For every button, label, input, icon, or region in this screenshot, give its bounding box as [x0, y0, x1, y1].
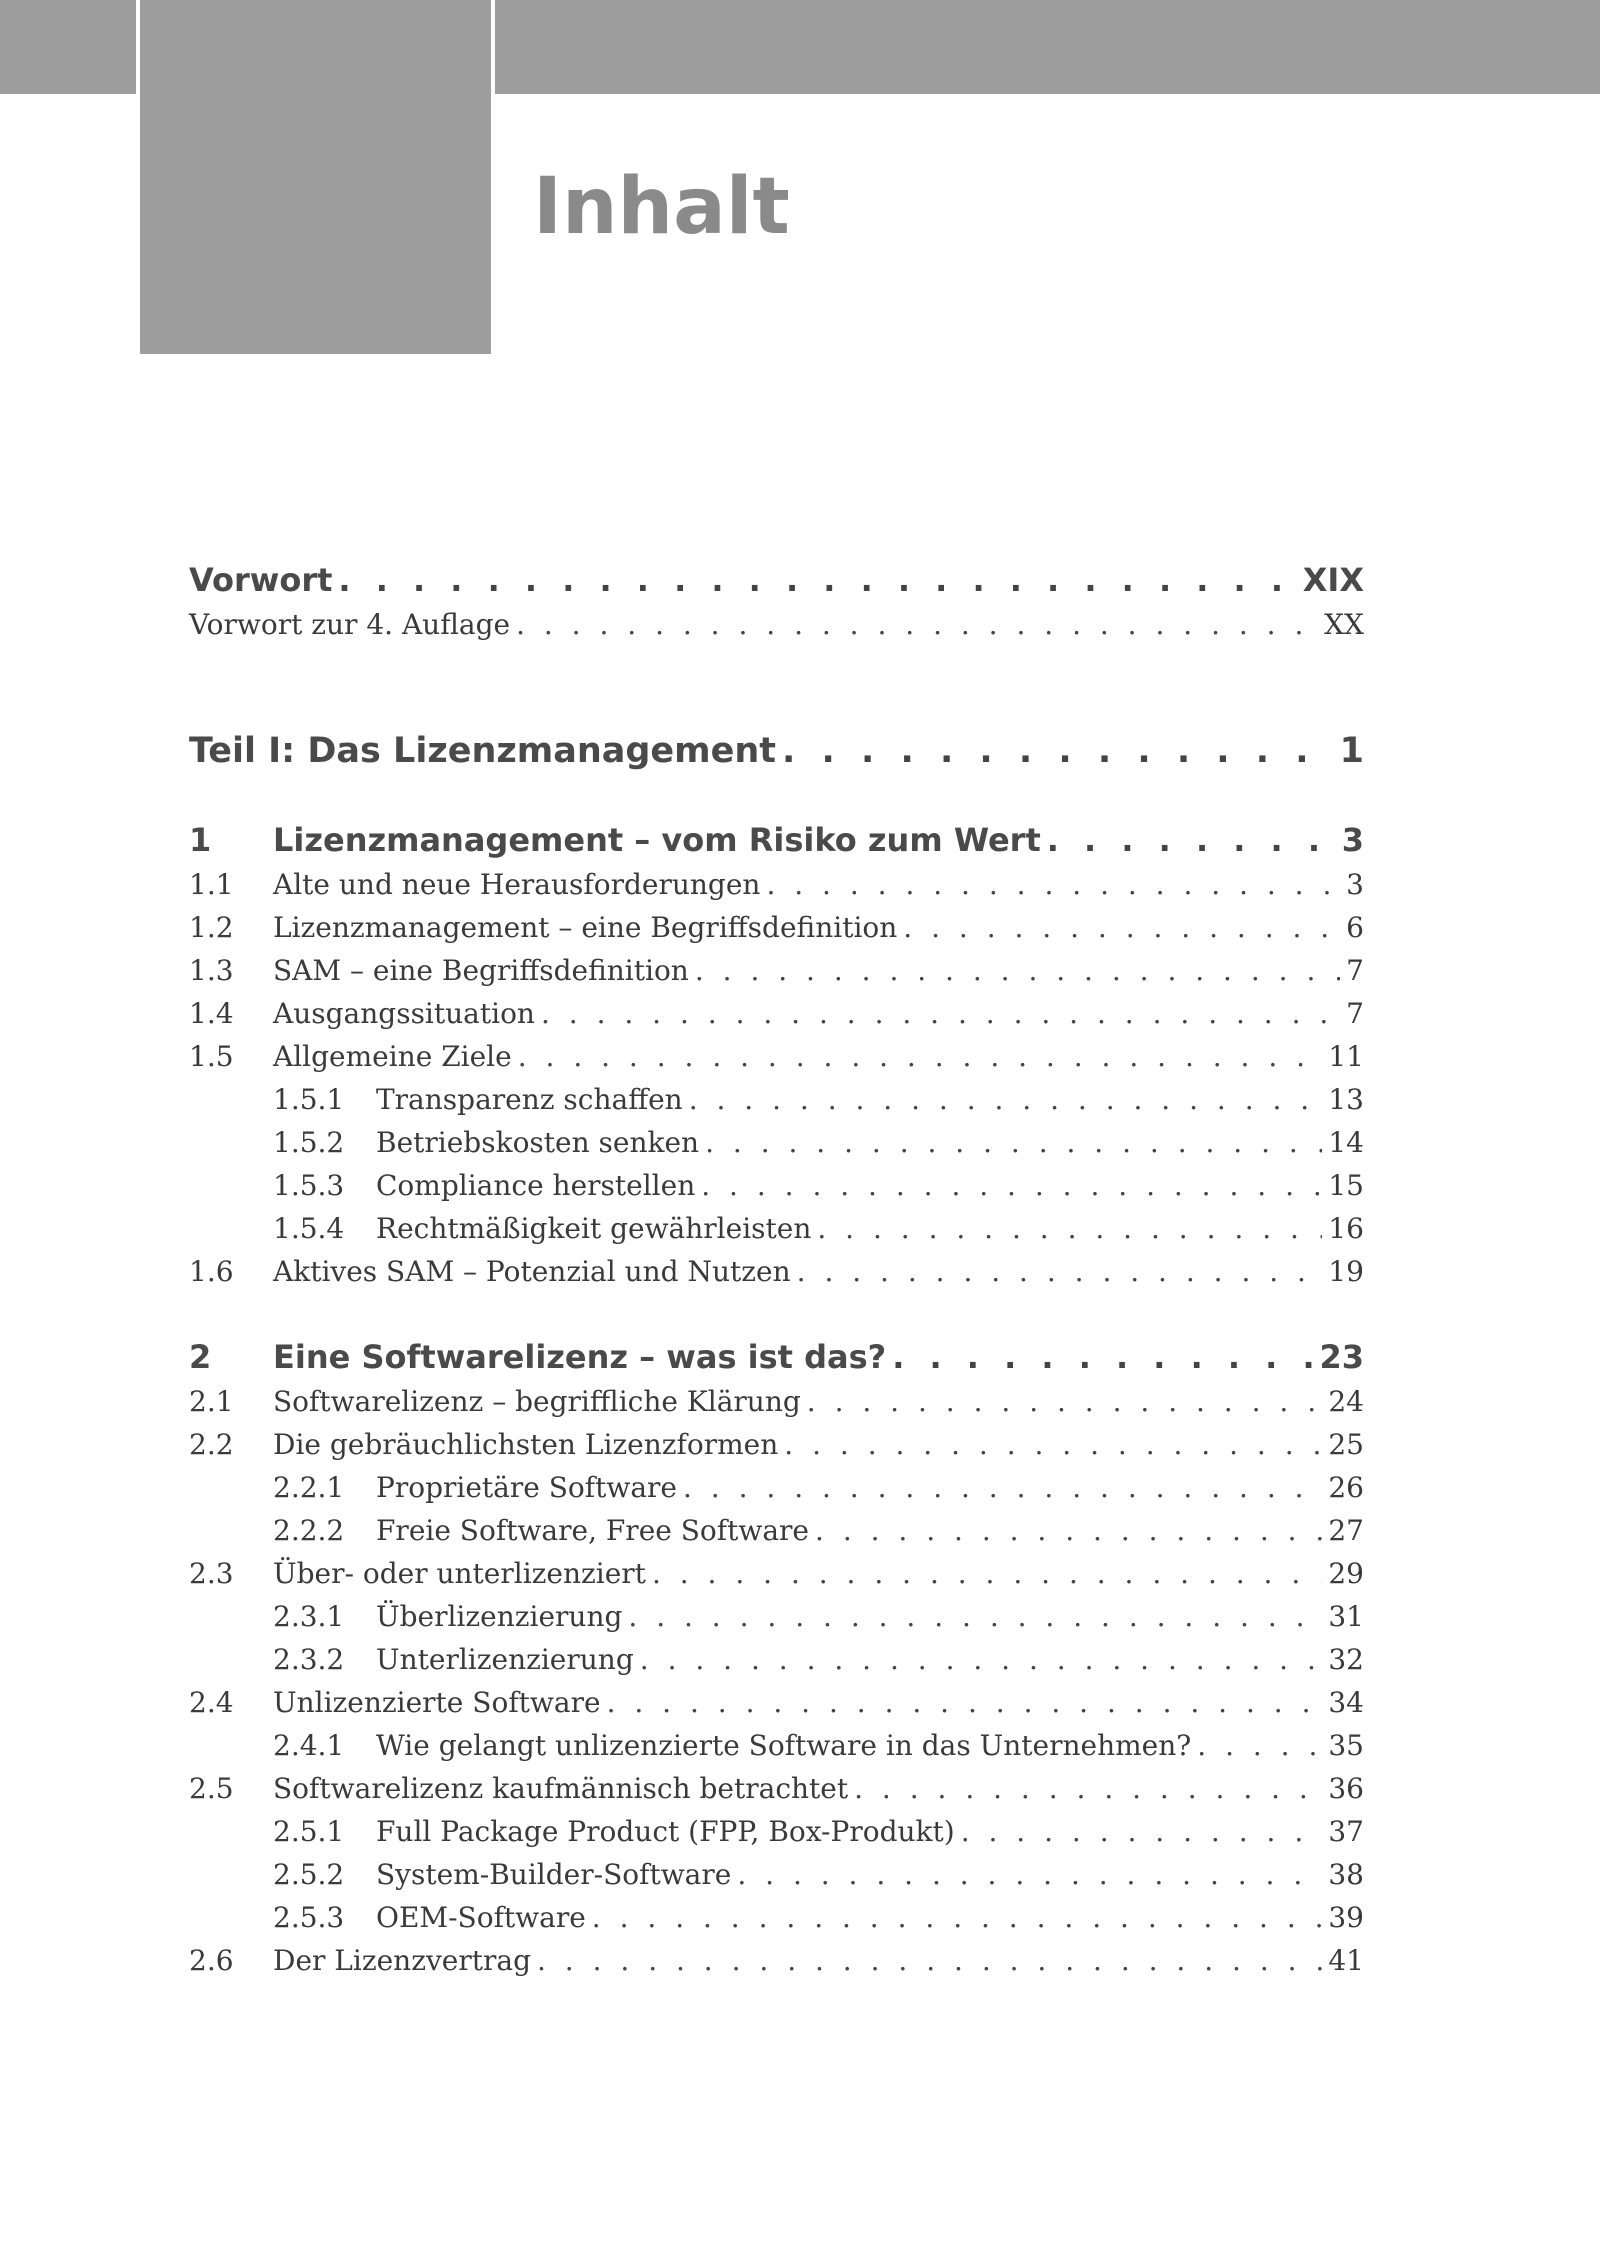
toc-entry-page: 16: [1328, 1212, 1364, 1245]
toc-entry-page: 36: [1328, 1772, 1364, 1805]
toc-entry[interactable]: [189, 1209, 1364, 1249]
toc-entry[interactable]: [189, 1080, 1364, 1120]
toc-entry-page: 23: [1319, 1338, 1364, 1376]
toc-entry[interactable]: [189, 1640, 1364, 1680]
toc-entry-number: 1.5.3: [273, 1169, 345, 1202]
toc-entry-page: 3: [1341, 821, 1364, 859]
toc-dot-leader: [689, 1080, 1323, 1120]
toc-entry-number: 2.3.2: [273, 1643, 345, 1676]
toc-entry-page: 14: [1328, 1126, 1364, 1159]
toc-entry-title: Compliance herstellen: [376, 1169, 696, 1202]
toc-entry-page: XIX: [1302, 561, 1364, 599]
toc-dot-leader: [705, 1123, 1322, 1163]
toc-entry-number: 1.5.4: [273, 1212, 345, 1245]
toc-dot-leader: [592, 1898, 1323, 1938]
toc-dot-leader: [1047, 820, 1336, 860]
toc-dot-leader: [903, 908, 1340, 948]
toc-entry-title: Unlizenzierte Software: [273, 1686, 601, 1719]
toc-entry[interactable]: [189, 1898, 1364, 1938]
toc-entry[interactable]: [189, 1037, 1364, 1077]
toc-entry-number: 2.6: [189, 1944, 234, 1977]
toc-entry-page: 13: [1328, 1083, 1364, 1116]
toc-entry[interactable]: [189, 1382, 1364, 1422]
toc-entry-number: 2.3: [189, 1557, 234, 1590]
toc-entry-title: SAM – eine Begriffsdefinition: [273, 954, 689, 987]
toc-entry-title: Teil I: Das Lizenzmanagement: [189, 731, 777, 771]
toc-entry-page: 34: [1328, 1686, 1364, 1719]
toc-dot-leader: [1197, 1726, 1322, 1766]
toc-dot-leader: [961, 1812, 1323, 1852]
toc-entry-title: Lizenzmanagement – vom Risiko zum Wert: [273, 821, 1041, 859]
toc-entry-page: 11: [1328, 1040, 1364, 1073]
header-bar-left: [0, 0, 136, 94]
toc-entry-page: 41: [1328, 1944, 1364, 1977]
toc-entry-title: Lizenzmanagement – eine Begriffsdefinition: [273, 911, 898, 944]
toc-dot-leader: [797, 1252, 1323, 1292]
toc-entry-page: 6: [1346, 911, 1364, 944]
toc-entry-number: 2: [189, 1338, 212, 1376]
toc-dot-leader: [737, 1855, 1322, 1895]
toc-dot-leader: [652, 1554, 1322, 1594]
toc-entry-number: 2.4: [189, 1686, 234, 1719]
toc-entry-number: 2.1: [189, 1385, 234, 1418]
toc-entry-page: 25: [1328, 1428, 1364, 1461]
toc-dot-leader: [695, 951, 1340, 991]
toc-entry-number: 1.5.2: [273, 1126, 345, 1159]
toc-dot-leader: [640, 1640, 1323, 1680]
toc-entry-title: Der Lizenzvertrag: [273, 1944, 531, 1977]
title-block: [140, 0, 491, 354]
toc-entry-number: 1.3: [189, 954, 234, 987]
toc-entry-number: 2.3.1: [273, 1600, 345, 1633]
toc-entry-page: 3: [1346, 868, 1364, 901]
toc-entry-number: 2.5.1: [273, 1815, 345, 1848]
toc-entry-title: Eine Softwarelizenz – was ist das?: [273, 1338, 887, 1376]
toc-dot-leader: [537, 1941, 1322, 1981]
toc-entry-number: 1.2: [189, 911, 234, 944]
toc-entry-title: Allgemeine Ziele: [273, 1040, 512, 1073]
toc-entry-page: 27: [1328, 1514, 1364, 1547]
toc-dot-leader: [892, 1337, 1313, 1377]
toc-entry[interactable]: [189, 1123, 1364, 1163]
toc-entry[interactable]: [189, 1812, 1364, 1852]
toc-entry-number: 2.4.1: [273, 1729, 345, 1762]
toc-entry-title: Aktives SAM – Potenzial und Nutzen: [273, 1255, 791, 1288]
toc-dot-leader: [683, 1468, 1322, 1508]
toc-entry-title: Unterlizenzierung: [376, 1643, 634, 1676]
toc-entry-title: Betriebskosten senken: [376, 1126, 700, 1159]
toc-entry[interactable]: [189, 865, 1364, 905]
toc-entry-title: Rechtmäßigkeit gewährleisten: [376, 1212, 812, 1245]
toc-entry-page: 39: [1328, 1901, 1364, 1934]
toc-entry-title: Softwarelizenz kaufmännisch betrachtet: [273, 1772, 849, 1805]
toc-entry-page: 15: [1328, 1169, 1364, 1202]
toc-dot-leader: [815, 1511, 1322, 1551]
toc-entry[interactable]: [189, 1597, 1364, 1637]
toc-entry-title: Proprietäre Software: [376, 1471, 677, 1504]
toc-entry-title: Full Package Product (FPP, Box-Produkt): [376, 1815, 955, 1848]
toc-entry[interactable]: [189, 1683, 1364, 1723]
toc-entry[interactable]: [189, 605, 1364, 645]
toc-entry-number: 1.6: [189, 1255, 234, 1288]
toc-entry[interactable]: [189, 731, 1364, 771]
toc-entry-page: 32: [1328, 1643, 1364, 1676]
toc-dot-leader: [518, 1037, 1323, 1077]
toc-entry-title: OEM-Software: [376, 1901, 586, 1934]
toc-dot-leader: [854, 1769, 1322, 1809]
toc-entry-page: 7: [1346, 997, 1364, 1030]
toc-entry-page: 26: [1328, 1471, 1364, 1504]
toc-dot-leader: [607, 1683, 1323, 1723]
toc-entry-title: Transparenz schaffen: [376, 1083, 683, 1116]
toc-entry[interactable]: [189, 1425, 1364, 1465]
toc-dot-leader: [516, 605, 1318, 645]
toc-entry-page: 29: [1328, 1557, 1364, 1590]
toc-entry[interactable]: [189, 1941, 1364, 1981]
toc-entry-title: Softwarelizenz – begriffliche Klärung: [273, 1385, 801, 1418]
toc-entry-title: Freie Software, Free Software: [376, 1514, 810, 1547]
toc-entry[interactable]: [189, 1252, 1364, 1292]
toc-dot-leader: [628, 1597, 1322, 1637]
toc-entry-title: System-Builder-Software: [376, 1858, 732, 1891]
toc-entry-title: Vorwort zur 4. Auflage: [189, 608, 511, 641]
toc-entry-title: Über- oder unterlizenziert: [273, 1557, 646, 1590]
toc-entry[interactable]: [189, 1726, 1364, 1766]
toc-entry-page: 24: [1328, 1385, 1364, 1418]
toc-dot-leader: [807, 1382, 1323, 1422]
toc-entry[interactable]: [189, 994, 1364, 1034]
toc-entry-number: 1.5: [189, 1040, 234, 1073]
toc-entry[interactable]: [189, 1511, 1364, 1551]
header-bar-right: [495, 0, 1600, 94]
toc-entry-number: 1.4: [189, 997, 234, 1030]
toc-entry[interactable]: [189, 1337, 1364, 1377]
toc-entry-title: Wie gelangt unlizenzierte Software in das Unternehmen?: [376, 1729, 1192, 1762]
toc-entry[interactable]: [189, 951, 1364, 991]
toc-entry-page: 38: [1328, 1858, 1364, 1891]
toc-entry-page: 7: [1346, 954, 1364, 987]
toc-entry-page: 1: [1339, 731, 1364, 771]
toc-entry-title: Überlizenzierung: [376, 1600, 623, 1633]
toc-entry-page: 35: [1328, 1729, 1364, 1762]
toc-entry[interactable]: [189, 1554, 1364, 1594]
toc-dot-leader: [701, 1166, 1322, 1206]
toc-entry-number: 2.5.2: [273, 1858, 345, 1891]
toc-entry[interactable]: [189, 820, 1364, 860]
toc-entry-number: 1.1: [189, 868, 234, 901]
toc-dot-leader: [784, 1425, 1322, 1465]
toc-entry-number: 2.5: [189, 1772, 234, 1805]
toc-entry[interactable]: [189, 560, 1364, 600]
toc-entry[interactable]: [189, 1468, 1364, 1508]
toc-entry-number: 2.2.2: [273, 1514, 345, 1547]
toc-entry-page: 31: [1328, 1600, 1364, 1633]
toc-entry-page: XX: [1324, 608, 1364, 641]
toc-entry-number: 2.5.3: [273, 1901, 345, 1934]
toc-dot-leader: [338, 560, 1296, 600]
toc-entry-title: Ausgangssituation: [273, 997, 535, 1030]
toc-entry[interactable]: [189, 1769, 1364, 1809]
toc-dot-leader: [782, 731, 1334, 771]
toc-dot-leader: [766, 865, 1340, 905]
toc-entry-number: 2.2.1: [273, 1471, 345, 1504]
toc-dot-leader: [817, 1209, 1322, 1249]
toc-entry-title: Vorwort: [189, 561, 333, 599]
page-title: Inhalt: [533, 162, 790, 252]
toc-dot-leader: [541, 994, 1340, 1034]
toc-entry[interactable]: [189, 908, 1364, 948]
toc-entry[interactable]: [189, 1166, 1364, 1206]
toc-entry-number: 1.5.1: [273, 1083, 345, 1116]
toc-entry-number: 1: [189, 821, 212, 859]
toc-entry[interactable]: [189, 1855, 1364, 1895]
toc-entry-number: 2.2: [189, 1428, 234, 1461]
toc-entry-page: 19: [1328, 1255, 1364, 1288]
toc-entry-page: 37: [1328, 1815, 1364, 1848]
toc-entry-title: Die gebräuchlichsten Lizenzformen: [273, 1428, 779, 1461]
toc-entry-title: Alte und neue Herausforderungen: [273, 868, 761, 901]
